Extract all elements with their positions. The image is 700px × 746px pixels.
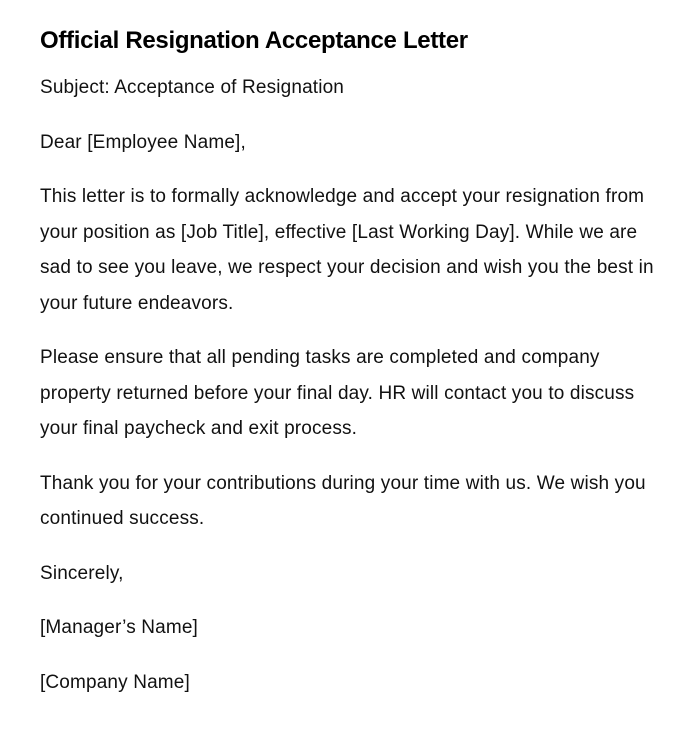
letter-salutation: Dear [Employee Name], xyxy=(40,131,246,153)
letter-signer-name: [Manager’s Name] xyxy=(40,617,198,638)
letter-paragraph-acknowledgement: This letter is to formally acknowledge and accept your resignation from your position as [Job Title], effective [Last Working Day]. While we are sad to see you leave, we respect your decision and wish you the best in your future endeavors. xyxy=(40,186,654,314)
letter-subject: Subject: Acceptance of Resignation xyxy=(40,77,345,98)
letter-paragraph-thanks: Thank you for your contributions during your time with us. We wish you continued success. xyxy=(40,472,646,529)
letter-company-name: [Company Name] xyxy=(40,671,190,693)
letter-paragraph-instructions: Please ensure that all pending tasks are completed and company property returned before your final day. HR will contact you to discuss your final paycheck and exit process. xyxy=(40,347,635,439)
letter-title: Official Resignation Acceptance Letter xyxy=(40,27,468,54)
letter-closing: Sincerely, xyxy=(40,562,124,584)
